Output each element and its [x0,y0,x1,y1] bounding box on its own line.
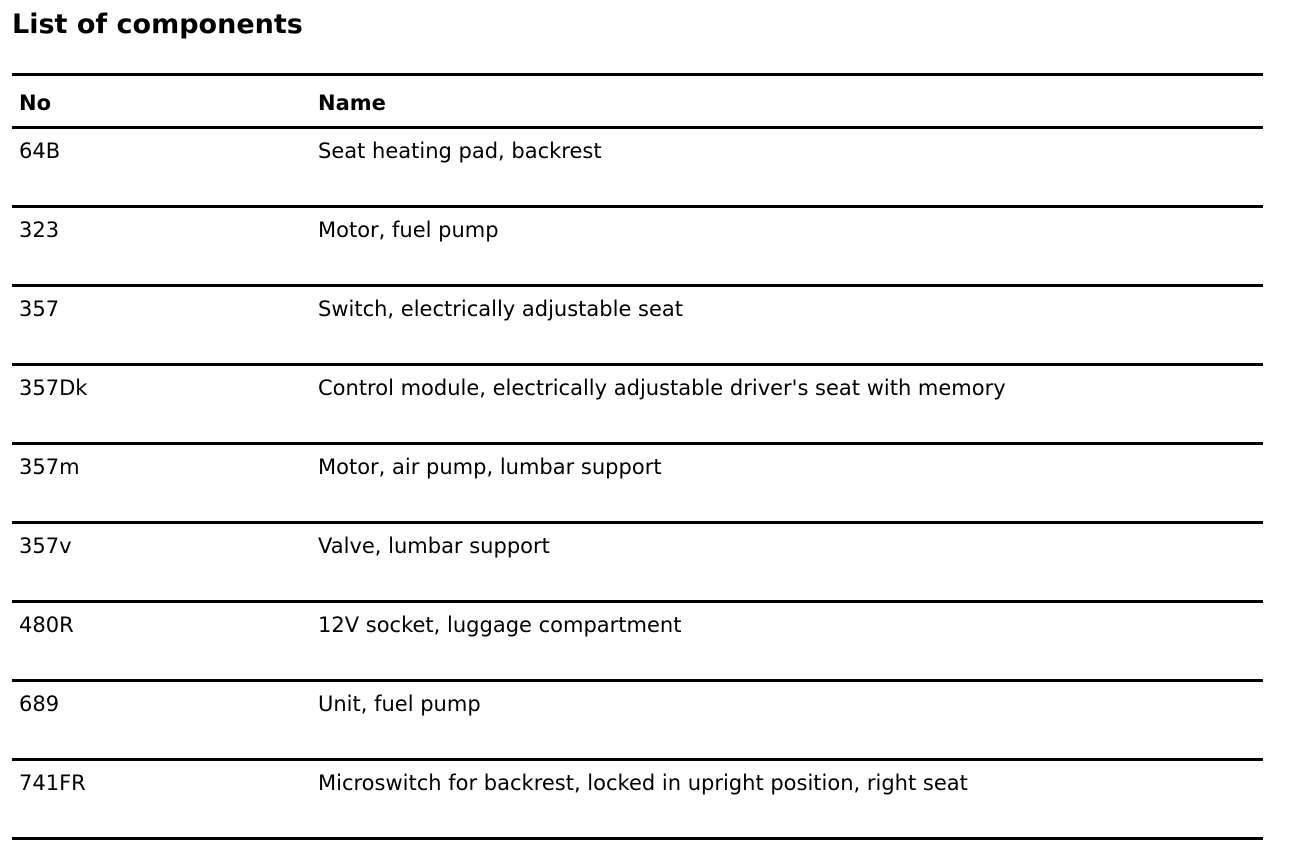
cell-name: Control module, electrically adjustable driver's seat with memory [318,376,1006,400]
table-row [12,363,1263,442]
page-title: List of components [12,9,303,40]
table-row [12,600,1263,679]
table-row [12,521,1263,600]
cell-name: Valve, lumbar support [318,534,550,558]
table-row [12,442,1263,521]
cell-no: 689 [19,692,60,716]
table-row [12,205,1263,284]
cell-no: 357 [19,297,60,321]
cell-name: Switch, electrically adjustable seat [318,297,683,321]
cell-name: Unit, fuel pump [318,692,481,716]
table-row [12,284,1263,363]
cell-no: 741FR [19,771,86,795]
cell-no: 64B [19,139,61,163]
column-header-name: Name [318,91,386,115]
cell-no: 357v [19,534,72,558]
cell-name: Seat heating pad, backrest [318,139,602,163]
cell-no: 357m [19,455,80,479]
table-row [12,126,1263,205]
table-bottom-rule [12,837,1263,840]
components-table [12,73,1263,840]
cell-name: Microswitch for backrest, locked in upright position, right seat [318,771,968,795]
cell-no: 323 [19,218,60,242]
table-row [12,758,1263,837]
table-row [12,679,1263,758]
cell-no: 357Dk [19,376,88,400]
cell-no: 480R [19,613,74,637]
table-header-row [12,73,1263,126]
column-header-no: No [19,91,52,115]
cell-name: Motor, fuel pump [318,218,499,242]
cell-name: Motor, air pump, lumbar support [318,455,662,479]
cell-name: 12V socket, luggage compartment [318,613,682,637]
